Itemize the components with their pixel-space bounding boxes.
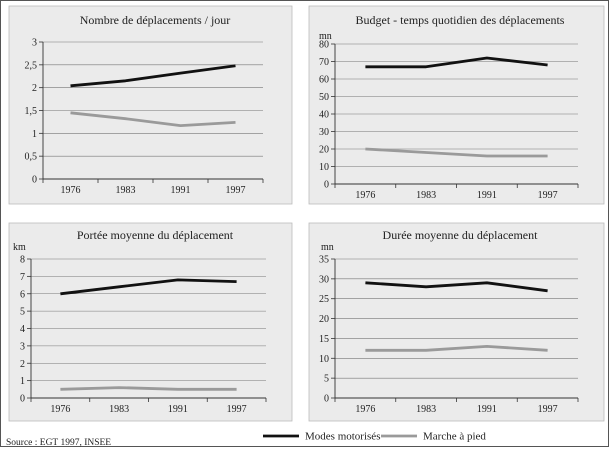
y-tick-label: 0 — [20, 393, 25, 405]
y-tick-label: 6 — [20, 289, 25, 301]
y-tick-label: 50 — [319, 92, 329, 103]
chart-title: Portée moyenne du déplacement — [76, 228, 234, 242]
y-tick-label: 3 — [32, 37, 37, 49]
x-tick-label: 1976 — [355, 190, 376, 201]
panel-background — [9, 6, 292, 204]
x-tick-label: 1976 — [50, 404, 71, 415]
chart-title: Nombre de déplacements / jour — [79, 13, 231, 27]
x-tick-label: 1991 — [476, 190, 497, 201]
y-tick-label: 70 — [319, 57, 329, 68]
y-tick-label: 10 — [319, 162, 329, 173]
y-tick-label: 0 — [32, 174, 37, 186]
y-axis-unit: mn — [321, 242, 334, 253]
y-tick-label: 4 — [20, 324, 25, 335]
y-tick-label: 5 — [324, 373, 329, 385]
x-tick-label: 1983 — [416, 190, 437, 201]
panel-background — [309, 223, 604, 421]
y-tick-label: 15 — [319, 333, 329, 345]
y-tick-label: 10 — [319, 353, 329, 365]
chart-title: Durée moyenne du déplacement — [382, 228, 538, 242]
charts-canvas — [1, 1, 610, 448]
y-axis-unit: mn — [319, 31, 332, 42]
y-tick-label: 2 — [20, 358, 25, 370]
x-tick-label: 1976 — [355, 404, 376, 415]
panel-background — [9, 223, 292, 421]
x-tick-label: 1976 — [60, 185, 81, 196]
y-tick-label: 60 — [319, 74, 329, 86]
x-tick-label: 1997 — [225, 185, 246, 196]
y-tick-label: 30 — [319, 127, 329, 138]
y-tick-label: 25 — [319, 294, 329, 306]
panel-background — [309, 6, 604, 204]
source-note: Source : EGT 1997, INSEE — [6, 438, 112, 448]
chart-panel-2 — [309, 6, 604, 204]
y-tick-label: 40 — [319, 109, 329, 121]
x-tick-label: 1991 — [170, 185, 191, 196]
y-tick-label: 30 — [319, 274, 329, 286]
y-tick-label: 0 — [324, 179, 329, 191]
y-tick-label: 35 — [319, 254, 329, 266]
x-tick-label: 1983 — [109, 404, 130, 415]
chart-panel-4 — [309, 223, 604, 421]
x-tick-label: 1997 — [226, 404, 247, 415]
y-tick-label: 2,5 — [24, 60, 37, 72]
y-tick-label: 1 — [20, 376, 25, 388]
x-tick-label: 1983 — [416, 404, 437, 415]
legend-label-motorized: Modes motorisés — [305, 430, 381, 443]
chart-panel-3 — [9, 223, 292, 421]
y-tick-label: 80 — [319, 39, 329, 51]
chart-panel-1 — [9, 6, 292, 204]
y-tick-label: 20 — [319, 314, 329, 326]
y-tick-label: 20 — [319, 144, 329, 156]
y-tick-label: 8 — [20, 254, 25, 266]
x-tick-label: 1983 — [115, 185, 136, 196]
legend-label-walk: Marche à pied — [423, 430, 486, 443]
y-tick-label: 0,5 — [24, 151, 37, 163]
y-tick-label: 5 — [20, 306, 25, 318]
x-tick-label: 1991 — [476, 404, 497, 415]
y-tick-label: 3 — [20, 341, 25, 353]
y-tick-label: 1 — [32, 128, 37, 140]
y-tick-label: 1,5 — [24, 106, 37, 117]
legend — [263, 431, 486, 443]
x-tick-label: 1991 — [167, 404, 188, 415]
x-tick-label: 1997 — [537, 190, 558, 201]
chart-title: Budget - temps quotidien des déplacements — [355, 13, 565, 27]
x-tick-label: 1997 — [537, 404, 558, 415]
y-axis-unit: km — [13, 242, 26, 253]
y-tick-label: 7 — [20, 271, 25, 283]
y-tick-label: 2 — [32, 83, 37, 95]
y-tick-label: 0 — [324, 393, 329, 405]
